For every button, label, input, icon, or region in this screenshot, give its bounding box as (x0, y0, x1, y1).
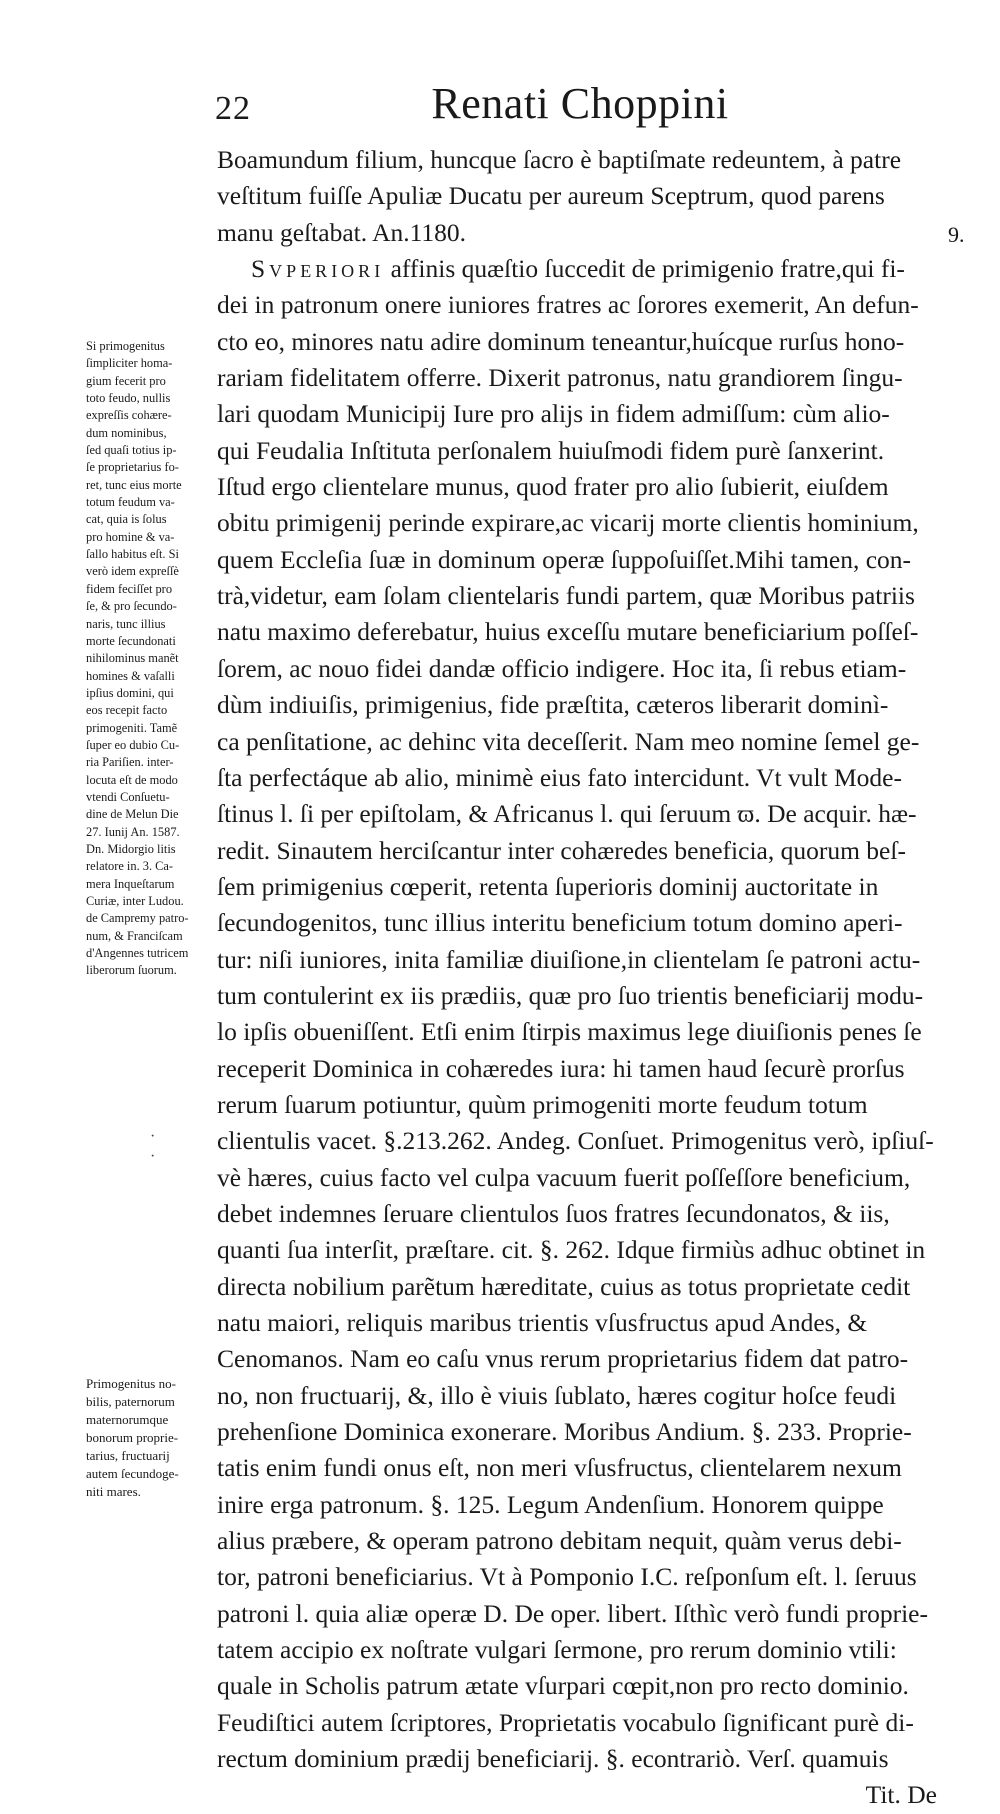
catchword: Tit. De (865, 1780, 937, 1810)
text-line: dei in patronum onere iuniores fratres ac ſorores exemerit, An defun- (217, 290, 919, 320)
text-line: redit. Sinautem herciſcantur inter cohæredes beneficia, quorum beſ- (217, 835, 906, 865)
text-line: cto eo, minores natu adire dominum teneantur,huícque rurſus hono- (217, 326, 905, 356)
page-number: 22 (215, 90, 251, 127)
note-line: dum nominibus, (86, 425, 167, 440)
note-line: Si primogenitus (86, 339, 165, 353)
text-line: vè hæres, cuius facto vel culpa vacuum fuerit poſſeſſore beneficium, (217, 1162, 911, 1192)
ink-speck: · (150, 1128, 156, 1145)
note-line: 27. Iunij An. 1587. (86, 824, 180, 839)
note-line: nihilominus manẽt (86, 651, 179, 666)
text-line: ſta perfectáque ab alio, minimè eius fato intercidunt. Vt vult Mode- (217, 762, 902, 792)
text-line: alius præbere, & operam patrono debitam nequit, quàm verus debi- (217, 1526, 902, 1556)
text-line: prehenſione Dominica exonerare. Moribus Andium. §. 233. Proprie- (217, 1417, 912, 1447)
note-line: Primogenitus no- (86, 1376, 176, 1391)
text-line (217, 251, 937, 287)
text-line: rariam fidelitatem offerre. Dixerit patronus, natu grandiorem ſingu- (217, 363, 903, 393)
note-line: gium fecerit pro (86, 373, 166, 388)
note-line: Curiæ, inter Ludou. (86, 894, 184, 908)
note-line: toto feudo, nullis (86, 391, 171, 406)
text-line: Feudiſtici autem ſcriptores, Proprietatis vocabulo ſignificant purè di- (217, 1707, 914, 1737)
text-line: rerum ſuarum potiuntur, quùm primogeniti morte feudum totum (217, 1089, 868, 1119)
text-line: directa nobilium parẽtum hæreditate, cuius as totus proprietate cedit (217, 1271, 911, 1301)
note-line: tarius, fructuarij (86, 1448, 170, 1463)
text-line: ſecundogenitos, tunc illius interitu beneficium totum domino aperi- (217, 908, 903, 938)
text-line-rest: affinis quæſtio ſuccedit de primigenio fratre,qui fi- (390, 254, 905, 284)
note-line: locuta eſt de modo (86, 772, 178, 787)
margin-section-marker: 9. (948, 222, 965, 247)
note-line: autem ſecundoge- (86, 1466, 179, 1481)
note-line: ſuper eo dubio Cu- (86, 737, 180, 752)
text-line: natu maximo deferebatur, huius exceſſu mutare beneficiarium poſſeſ- (217, 617, 919, 647)
text-line: quanti ſua interſit, præſtare. cit. §. 262. Idque firmiùs adhuc obtinet in (217, 1235, 926, 1265)
text-line: natu maiori, reliquis maribus trientis vſusfructus apud Andes, & (217, 1308, 868, 1337)
text-line: lari quodam Municipij Iure pro alijs in fidem admiſſum: cùm alio- (217, 399, 890, 429)
note-line: ſe proprietarius fo- (86, 460, 179, 475)
text-line: tur: niſi iuniores, inita familiæ diuiſione,in clientelam ſe patroni actu- (217, 944, 921, 974)
note-line: ret, tunc eius morte (86, 477, 182, 492)
text-line: patroni l. quia aliæ operæ D. De oper. libert. Iſthìc verò fundi proprie- (217, 1598, 928, 1628)
note-line: totum feudum va- (86, 495, 175, 510)
text-line: no, non fructuarij, &, illo è viuis ſublato, hæres cogitur hoſce feudi (217, 1380, 897, 1410)
note-line: ſallo habitus eſt. Si (86, 547, 179, 562)
text-line: quem Eccleſia ſuæ in dominum operæ ſuppoſuiſſet.Mihi tamen, con- (217, 544, 912, 574)
text-line: Boamundum filium, huncque ſacro è baptiſmate redeuntem, à patre (217, 145, 902, 174)
note-line: expreſſis cohære- (86, 408, 172, 423)
note-line: primogeniti. Tamẽ (86, 720, 178, 735)
text-line: dùm indiuiſis, primigenius, fide præſtita, cæteros liberarit dominì- (217, 690, 889, 720)
text-line: veſtitum fuiſſe Apuliæ Ducatu per aureum Sceptrum, quod parens (217, 181, 885, 211)
text-line: debet indemnes ſeruare clientulos ſuos fratres ſecundonatos, & iis, (217, 1198, 890, 1228)
text-line: tatem accipio ex noſtrate vulgari ſermone, pro rerum dominio vtili: (217, 1635, 897, 1665)
page-header (210, 78, 950, 138)
note-line: relatore in. 3. Ca- (86, 859, 174, 874)
note-line: dine de Melun Die (86, 807, 179, 822)
note-line: maternorumque (86, 1412, 169, 1427)
ink-speck: · (150, 1148, 156, 1165)
note-line: cat, quia is ſolus (86, 512, 167, 527)
text-line: manu geſtabat. An.1180. (217, 217, 467, 247)
text-line: ſem primigenius cœperit, retenta ſuperioris dominij auctoritate in (217, 871, 879, 901)
note-line: niti mares. (86, 1484, 141, 1499)
body-text (217, 142, 937, 1814)
text-line: receperit Dominica in cohæredes iura: hi tamen haud ſecurè prorſus (217, 1053, 905, 1083)
text-line: obitu primigenij perinde expirare,ac vicarij morte clientis hominium, (217, 508, 919, 538)
text-line: ſtinus l. ſi per epiſtolam, & Africanus l. qui ſeruum ϖ. De acquir. hæ- (217, 799, 917, 829)
note-line: ſe, & pro ſecundo- (86, 599, 177, 614)
note-line: ſed quaſi totius ip- (86, 443, 177, 458)
margin-note (86, 1375, 216, 1501)
text-line: quale in Scholis patrum ætate vſurpari cœpit,non pro recto dominio. (217, 1671, 909, 1701)
note-line: mera Inqueſtarum (86, 876, 175, 891)
note-line: de Campremy patro- (86, 911, 189, 926)
note-line: Dn. Midorgio litis (86, 841, 176, 856)
note-line: bilis, paternorum (86, 1394, 175, 1409)
text-line: tor, patroni beneficiarius. Vt à Pomponio I.C. reſponſum eſt. l. ſeruus (217, 1562, 917, 1592)
note-line: ſimpliciter homa- (86, 356, 173, 371)
note-line: verò idem expreſſè (86, 564, 179, 579)
note-line: bonorum proprie- (86, 1430, 179, 1445)
note-line: ipſius domini, qui (86, 685, 174, 700)
text-line: rectum dominium prædij beneficiarij. §. econtrariò. Verſ. quamuis (217, 1744, 889, 1774)
text-line: trà,videtur, eam ſolam clientelaris fundi partem, quæ Moribus patriis (217, 581, 915, 611)
text-line: Iſtud ergo clientelare munus, quod frater pro alio ſubierit, eiuſdem (217, 472, 889, 502)
note-line: fidem feciſſet pro (86, 581, 173, 596)
note-line: vtendi Conſuetu- (86, 789, 170, 804)
text-line: inire erga patronum. §. 125. Legum Andenſium. Honorem quippe (217, 1489, 884, 1519)
text-line: tatis enim fundi onus eſt, non meri vſusfructus, clientelarem nexum (217, 1453, 902, 1483)
note-line: ria Pariſien. inter- (86, 755, 174, 770)
text-line: qui Feudalia Inſtituta perſonalem huiuſmodi fidem purè ſanxerint. (217, 435, 885, 465)
margin-note (86, 338, 216, 980)
note-line: homines & vaſalli (86, 668, 175, 683)
text-line: ca penſitatione, ac dehinc vita deceſſerit. Nam meo nomine ſemel ge- (217, 726, 920, 756)
note-line: d'Angennes tutricem (86, 946, 189, 961)
note-line: num, & Franciſcam (86, 928, 183, 943)
text-line: ſorem, ac nouo fidei dandæ officio indigere. Hoc ita, ſi rebus etiam- (217, 653, 907, 683)
text-line: tum contulerint ex iis prædiis, quæ pro ſuo trientis beneficiarij modu- (217, 980, 924, 1010)
text-line: Cenomanos. Nam eo caſu vnus rerum proprietarius fidem dat patro- (217, 1344, 909, 1374)
note-line: pro homine & va- (86, 529, 175, 544)
text-line: clientulis vacet. §.213.262. Andeg. Conſuet. Primogenitus verò, ipſiuſ- (217, 1126, 934, 1156)
text-line: lo ipſis obueniſſent. Etſi enim ſtirpis maximus lege diuiſionis penes ſe (217, 1017, 922, 1047)
note-line: naris, tunc illius (86, 616, 166, 631)
note-line: eos recepit facto (86, 703, 168, 718)
note-line: morte ſecundonati (86, 633, 176, 648)
note-line: liberorum ſuorum. (86, 963, 177, 978)
running-title: Renati Choppini (431, 79, 729, 128)
lead-word: Svperiori (251, 254, 385, 284)
